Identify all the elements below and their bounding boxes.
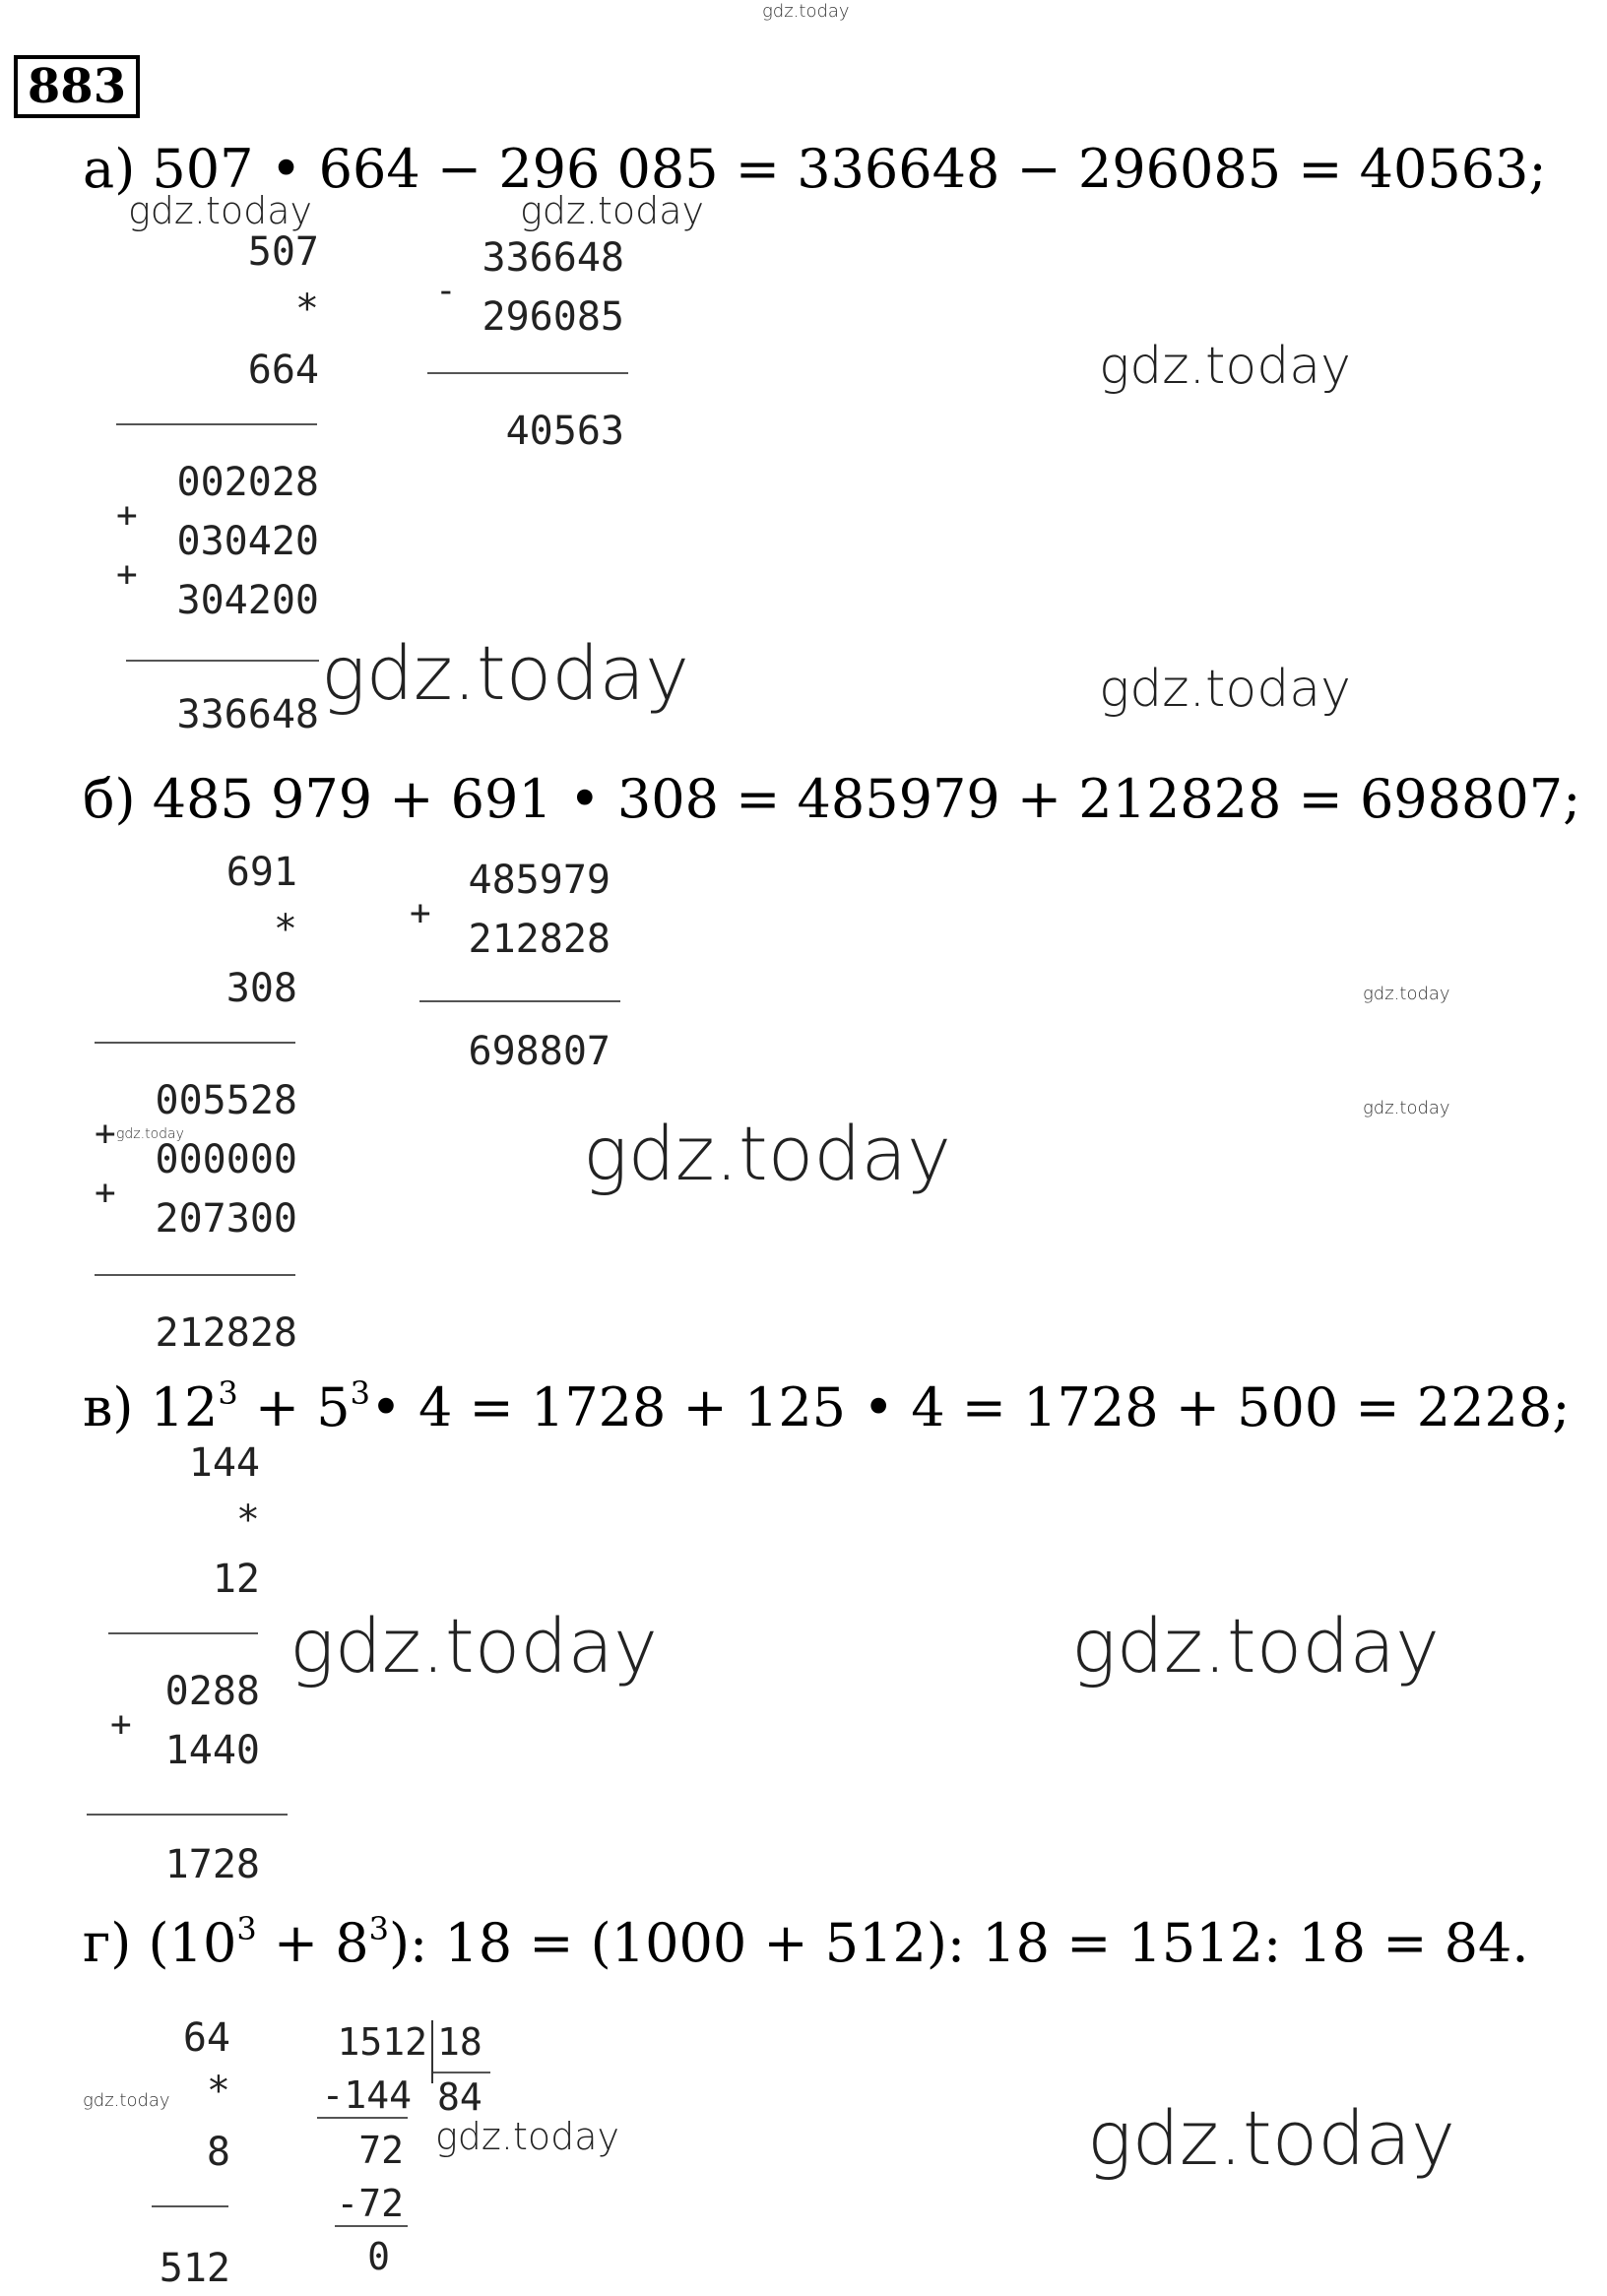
mult-b-partial2: 000000: [155, 1137, 297, 1182]
div-divisor: 18: [437, 2020, 482, 2064]
mult-a-factor2: 664: [247, 348, 319, 393]
div-step2: -72: [336, 2182, 404, 2225]
plus-sign: +: [95, 1173, 116, 1213]
mult-b-partial3: 207300: [155, 1196, 297, 1242]
watermark: gdz.today: [583, 1110, 951, 1197]
equation-b: б) 485 979 + 691 • 308 = 485979 + 212828 = 698807;: [83, 768, 1581, 830]
add-b-addend2: 212828: [468, 917, 611, 962]
watermark: gdz.today: [435, 2115, 619, 2158]
equation-g-mid: + 8: [256, 1912, 369, 1974]
sub-a-result: 40563: [505, 409, 624, 454]
watermark: gdz.today: [321, 629, 689, 717]
add-b-result: 698807: [468, 1029, 611, 1074]
mult-g-operator: *: [206, 2069, 230, 2114]
div-rem2: 0: [367, 2235, 390, 2278]
watermark: gdz.today: [128, 189, 312, 232]
mult-v-factor2: 12: [212, 1557, 260, 1602]
mult-v-operator: *: [235, 1498, 260, 1543]
plus-sign: +: [95, 1114, 116, 1154]
sub-a-line: [427, 372, 628, 374]
div-dividend: 1512: [337, 2020, 427, 2064]
minus-sign: -: [435, 271, 457, 311]
equation-v-mid: + 5: [237, 1376, 351, 1438]
equation-g-start: г) (10: [83, 1912, 237, 1974]
mult-a-line2: [126, 660, 319, 662]
div-step1-line: [317, 2117, 408, 2119]
mult-b-operator: *: [273, 907, 297, 952]
sub-a-minuend: 336648: [482, 235, 624, 281]
sub-a-subtrahend: 296085: [482, 294, 624, 340]
equation-g: [83, 1912, 1529, 1975]
watermark: gdz.today: [1363, 984, 1450, 1004]
div-rem1: 72: [358, 2129, 404, 2172]
plus-sign: +: [110, 1704, 132, 1745]
equation-a: а) 507 • 664 − 296 085 = 336648 − 296085 = 40563;: [83, 138, 1547, 200]
mult-v-partial2: 1440: [164, 1728, 260, 1773]
watermark: gdz.today: [1363, 1098, 1450, 1118]
watermark: gdz.today: [1071, 1602, 1440, 1690]
watermark: gdz.today: [520, 189, 704, 232]
mult-g-factor2: 8: [206, 2130, 230, 2175]
mult-a-operator: *: [294, 287, 319, 332]
mult-a-partial2: 030420: [176, 519, 319, 564]
mult-a-partial1: 002028: [176, 460, 319, 505]
watermark: gdz.today: [1099, 660, 1351, 719]
problem-number: 883: [27, 59, 127, 114]
watermark: gdz.today: [1099, 337, 1351, 396]
mult-b-factor2: 308: [225, 966, 297, 1011]
div-step2-line: [335, 2225, 408, 2227]
mult-b-partial1: 005528: [155, 1078, 297, 1123]
add-b-addend1: 485979: [468, 858, 611, 903]
watermark: gdz.today: [289, 1602, 658, 1690]
problem-number-box: [14, 55, 140, 118]
mult-a-line1: [116, 423, 317, 425]
mult-g-line: [152, 2205, 228, 2207]
exponent: 3: [350, 1374, 371, 1412]
plus-sign: +: [116, 495, 138, 536]
equation-v-end: • 4 = 1728 + 125 • 4 = 1728 + 500 = 2228;: [370, 1376, 1571, 1438]
mult-v-factor1: 144: [188, 1440, 260, 1486]
mult-v-result: 1728: [164, 1842, 260, 1887]
watermark: gdz.today: [116, 1126, 184, 1142]
mult-b-factor1: 691: [225, 850, 297, 895]
mult-v-partial1: 0288: [164, 1669, 260, 1714]
mult-g-result: 512: [159, 2246, 230, 2291]
mult-a-partial3: 304200: [176, 578, 319, 623]
equation-v: [83, 1376, 1570, 1439]
mult-b-line1: [95, 1042, 295, 1044]
plus-sign: +: [410, 893, 431, 933]
exponent: 3: [236, 1910, 257, 1947]
exponent: 3: [368, 1910, 389, 1947]
plus-sign: +: [116, 554, 138, 595]
watermark-top: gdz.today: [762, 1, 850, 22]
watermark: gdz.today: [83, 2090, 170, 2111]
mult-b-result: 212828: [155, 1310, 297, 1356]
exponent: 3: [218, 1374, 238, 1412]
division-bar: [431, 2020, 433, 2083]
watermark: gdz.today: [1087, 2094, 1455, 2182]
div-step1: -144: [321, 2073, 412, 2117]
equation-v-start: в) 12: [83, 1376, 219, 1438]
mult-b-line2: [95, 1274, 295, 1276]
add-b-line: [419, 1000, 620, 1002]
div-quotient: 84: [437, 2075, 482, 2119]
mult-a-result: 336648: [176, 692, 319, 737]
mult-g-factor1: 64: [182, 2015, 230, 2061]
equation-g-end: ): 18 = (1000 + 512): 18 = 1512: 18 = 84.: [388, 1912, 1529, 1974]
mult-a-factor1: 507: [247, 229, 319, 275]
mult-v-line2: [87, 1814, 288, 1816]
mult-v-line1: [108, 1632, 258, 1634]
